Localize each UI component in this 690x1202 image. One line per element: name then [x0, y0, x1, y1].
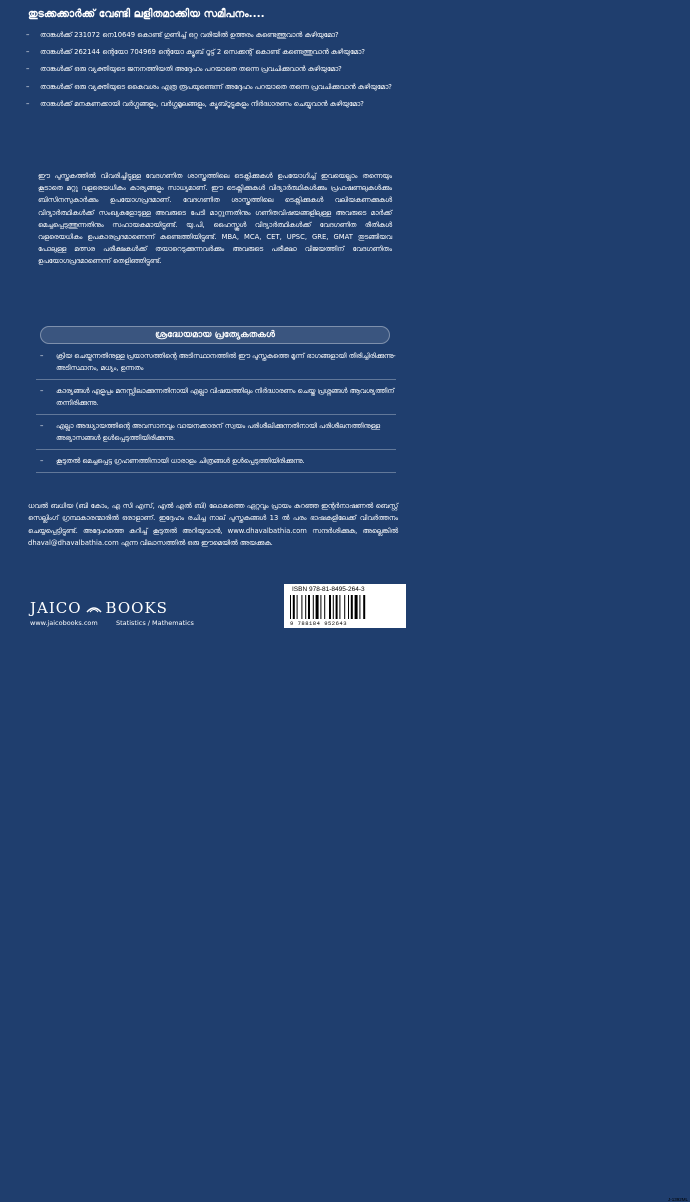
- dash-bullet-icon: –: [40, 422, 44, 430]
- list-item: [22, 63, 400, 75]
- barcode-digits: 9 788184 952643: [290, 620, 348, 627]
- publisher-name-left: JAICO: [30, 599, 82, 617]
- feature-text: കാര്യങ്ങൾ എളുപ്പം മനസ്സിലാക്കുന്നതിനായി എല്ലാ വിഷയത്തിലും നിർദ്ധാരണം ചെയ്ത പ്രശ്നങ്ങൾ ആവശ്യത്തിന് തന്നിരിക്കുന്നു.: [56, 387, 395, 407]
- dash-bullet-icon: –: [26, 99, 30, 108]
- question-text: താങ്കൾക്ക് ഒരു വ്യക്തിയുടെ കൈവശം എത്ര രൂപയുണ്ടെന്ന് അദ്ദേഹം പറയാതെ തന്നെ പ്രവചിക്കുവാൻ കഴിയുമോ?: [40, 82, 392, 91]
- dash-bullet-icon: –: [26, 48, 30, 57]
- description-paragraph: ഈ പുസ്തകത്തിൽ വിവരിച്ചിട്ടുള്ള വേദഗണിത ശാസ്ത്രത്തിലെ ടെക്നിക്കുകൾ ഉപയോഗിച്ച് ഇവയെല്ലാം തന്നെയും കൂടാതെ മറ്റു വളരെയധികം കാര്യങ്ങളും സാധ്യമാണ്. ഈ ടെക്നിക്കുകൾ വിദ്യാർത്ഥികൾക്കും പ്രഫഷണലുകൾക്കും ബിസിനസുകാർക്കും ഉപയോഗപ്രദമാണ്. വേദഗണിത ശാസ്ത്രത്തിലെ ടെക്നിക്കുകൾ വലിയകണക്കുകൾ വിദ്യാർത്ഥികൾക്ക് സംഖ്യകളോടുള്ള അവരുടെ പേടി മാറ്റുന്നതിനും ഗണിതവിഷയങ്ങളിലുള്ള അവരുടെ മാർക്ക് മെച്ചപ്പെടുത്തുന്നതിനും സഹായകമായിട്ടുണ്ട്. യു.പി, ഹൈസ്കൂൾ വിദ്യാർത്ഥികൾക്ക് വേദഗണിത രീതികൾ വളരെയധികം ഉപകാരപ്രദമാണെന്ന് കണ്ടെത്തിയിട്ടുണ്ട്. MBA, MCA, CET, UPSC, GRE, GMAT തുടങ്ങിയവ പോലുള്ള മത്സര പരീക്ഷകൾക്ക് തയാറെടുക്കുന്നവർക്കും അവരുടെ പരീക്ഷാ വിജയത്തിന് വേദഗണിതം ഉപയോഗപ്രദമാണെന്ന് തെളിഞ്ഞിട്ടുണ്ട്.: [38, 172, 392, 266]
- dash-bullet-icon: –: [26, 82, 30, 91]
- list-item: [22, 46, 400, 58]
- publisher-logo: [30, 598, 220, 618]
- isbn-label: ISBN 978-81-8495-264-3: [292, 586, 365, 593]
- question-text: താങ്കൾക്ക് 262144 ന്റെയോ 704969 ന്റെയോ ക്യൂബ് റൂട്ട് 2 സെക്കന്റ് കൊണ്ട് കണ്ടെത്തുവാൻ കഴിയുമോ?: [40, 48, 365, 57]
- author-bio: ധവൽ ബധിയ (ബി കോം, എ സി എസ്, എൽ എൽ ബി) ലോകത്തെ ഏറ്റവും പ്രായം കുറഞ്ഞ ഇന്റർനാഷണൽ ബെസ്റ്റ് സെല്ലിംഗ് ഗ്രന്ഥകാരന്മാരിൽ ഒരാളാണ്. ഇദ്ദേഹം രചിച്ച നാല് പുസ്തകങ്ങൾ 13 ൽ പരം ഭാഷകളിലേക്ക് വിവർത്തനം ചെയ്യപ്പെട്ടിട്ടുണ്ട്. അദ്ദേഹത്തെ കുറിച്ച് കൂടുതൽ അറിയുവാൻ, www.dhavalbathia.com സന്ദർശിക്കുക, അല്ലെങ്കിൽ dhaval@dhavalbathia.com എന്ന വിലാസത്തിൽ ഒരു ഈമെയിൽ അയക്കുക.: [28, 502, 398, 548]
- dash-bullet-icon: –: [40, 457, 44, 465]
- question-text: താങ്കൾക്ക് 231072 നെ10649 കൊണ്ട് ഗുണിച്ച് ഒറ്റ വരിയിൽ ഉത്തരം കണ്ടെത്തുവാൻ കഴിയുമോ?: [40, 31, 339, 39]
- feature-text: കൂടുതൽ മെച്ചപ്പെട്ട ഗ്രഹണത്തിനായി ധാരാളം ചിത്രങ്ങൾ ഉൾപ്പെടുത്തിയിരിക്കുന്നു.: [56, 457, 305, 465]
- isbn-barcode: [284, 584, 689, 1202]
- list-item: [36, 420, 396, 450]
- list-item: [22, 98, 400, 110]
- barcode-icon: [290, 595, 380, 619]
- list-item: [36, 385, 396, 415]
- features-list: [36, 350, 396, 478]
- list-item: [36, 350, 396, 380]
- list-item: [36, 455, 396, 473]
- publisher-name-right: BOOKS: [105, 599, 168, 617]
- dash-bullet-icon: –: [26, 31, 30, 39]
- list-item: [22, 29, 400, 41]
- feature-text: എല്ലാ അദ്ധ്യായത്തിന്റെ അവസാനവും വായനക്കാരന് സ്വയം പരിശീലിക്കുന്നതിനായി പരിശീലനത്തിനുള്ള അഭ്യാസങ്ങൾ ഉൾപ്പെടുത്തിയിരിക്കുന്നു.: [56, 422, 380, 442]
- dash-bullet-icon: –: [40, 387, 44, 395]
- book-mark-icon: [86, 603, 102, 614]
- list-item: [22, 81, 400, 93]
- book-category: Statistics / Mathematics: [116, 619, 194, 627]
- question-text: താങ്കൾക്ക് ഒരു വ്യക്തിയുടെ ജനനത്തിയതി അദ്ദേഹം പറയാതെ തന്നെ പ്രവചിക്കുവാൻ കഴിയുമോ?: [40, 65, 342, 74]
- features-heading: ശ്രദ്ധേയമായ പ്രത്യേകതകൾ: [40, 326, 390, 344]
- question-list: [22, 29, 400, 115]
- dash-bullet-icon: –: [26, 65, 30, 74]
- catalog-code: J-1392ML: [668, 1197, 689, 1202]
- question-text: താങ്കൾക്ക് മനകണക്കായി വർഗ്ഗങ്ങളും, വർഗ്ഗമൂലങ്ങളും, ക്യൂബ്റൂട്ടുകളും നിർദ്ധാരണം ചെയ്യുവാൻ കഴിയുമോ?: [40, 99, 364, 108]
- feature-text: ക്രിയ ചെയ്യുന്നതിനുള്ള പ്രയാസത്തിന്റെ അടിസ്ഥാനത്തിൽ ഈ പുസ്തകത്തെ മൂന്ന് ഭാഗങ്ങളായി തിരിച്ചിരിക്കുന്നു-അടിസ്ഥാനം, മധ്യം, ഉന്നതം: [56, 352, 396, 372]
- dash-bullet-icon: –: [40, 352, 44, 360]
- publisher-website: www.jaicobooks.com: [30, 619, 98, 627]
- headline: തുടക്കക്കാർക്ക് വേണ്ടി ലളിതമാക്കിയ സമീപനം....: [28, 8, 265, 20]
